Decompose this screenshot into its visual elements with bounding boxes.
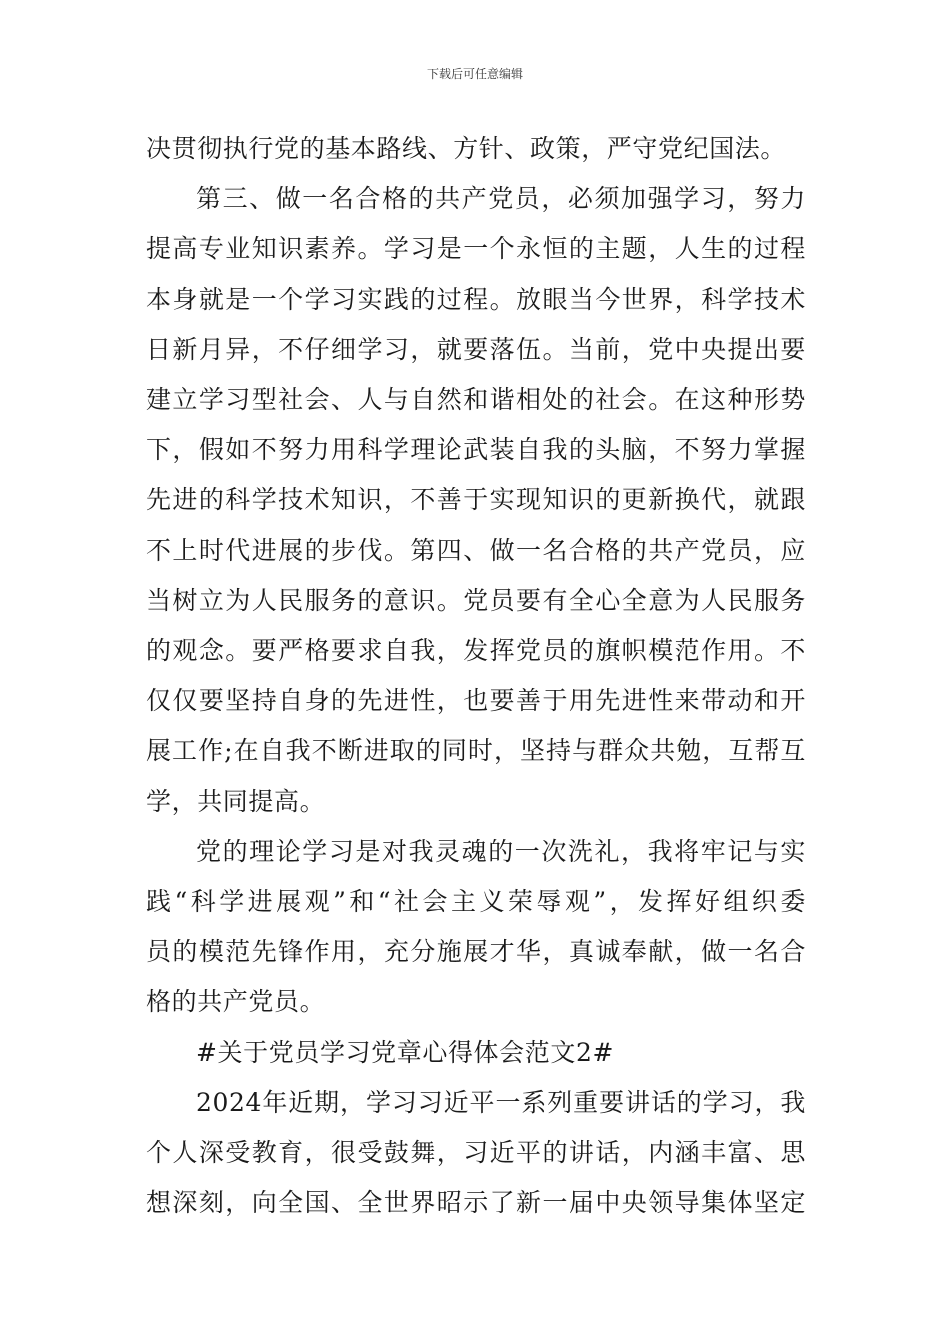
text-line: 的观念。要严格要求自我，发挥党员的旗帜模范作用。不 <box>146 636 806 666</box>
text-line: 提高专业知识素养。学习是一个永恒的主题，人生的过程 <box>146 234 806 264</box>
page-header: 下载后可任意编辑 <box>426 67 523 81</box>
text-line: 决贯彻执行党的基本路线、方针、政策，严守党纪国法。 <box>146 134 787 163</box>
text-line: 党的理论学习是对我灵魂的一次洗礼，我将牢记与实 <box>196 836 806 866</box>
text-line: 践“科学进展观”和“社会主义荣辱观”，发挥好组织委 <box>146 887 806 917</box>
text-line: 仅仅要坚持自身的先进性，也要善于用先进性来带动和开 <box>146 686 806 716</box>
text-line: 本身就是一个学习实践的过程。放眼当今世界，科学技术 <box>146 284 806 314</box>
text-line: 2024年近期，学习习近平一系列重要讲话的学习，我 <box>196 1087 806 1117</box>
text-line: 不上时代进展的步伐。第四、做一名合格的共产党员，应 <box>146 535 806 565</box>
document-body <box>146 124 806 1228</box>
text-line: 格的共产党员。 <box>146 987 326 1017</box>
text-line: 当树立为人民服务的意识。党员要有全心全意为人民服务 <box>146 585 806 615</box>
text-line: 下，假如不努力用科学理论武装自我的头脑，不努力掌握 <box>146 435 806 465</box>
text-line: 个人深受教育，很受鼓舞，习近平的讲话，内涵丰富、思 <box>146 1138 806 1168</box>
text-line: 日新月异，不仔细学习，就要落伍。当前，党中央提出要 <box>146 334 806 364</box>
text-line: 第三、做一名合格的共产党员，必须加强学习，努力 <box>196 184 806 214</box>
text-line: #关于党员学习党章心得体会范文2# <box>196 1037 615 1067</box>
text-line: 展工作;在自我不断进取的同时，坚持与群众共勉，互帮互 <box>146 736 806 766</box>
text-line: 学，共同提高。 <box>146 786 326 816</box>
text-line: 建立学习型社会、人与自然和谐相处的社会。在这种形势 <box>146 385 806 415</box>
text-line: 先进的科学技术知识，不善于实现知识的更新换代，就跟 <box>146 485 806 515</box>
text-line: 想深刻，向全国、全世界昭示了新一届中央领导集体坚定 <box>146 1188 806 1218</box>
text-line: 员的模范先锋作用，充分施展才华，真诚奉献，做一名合 <box>146 937 806 967</box>
